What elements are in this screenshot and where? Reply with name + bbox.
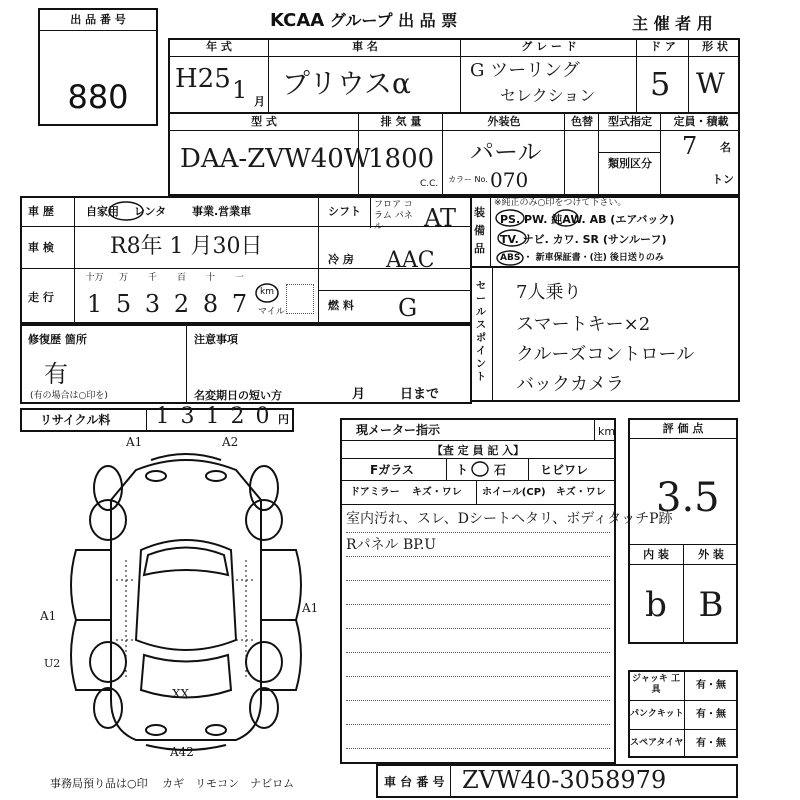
office-note: 事務局預り品は○印 カギ リモコン ナビロム [50, 777, 295, 790]
mileage-unit: 一 [234, 273, 244, 283]
mileage-digit: 5 [115, 290, 132, 318]
fglass-circle-mark [470, 460, 490, 478]
damage-mark: A1 [126, 435, 143, 449]
equipment-label: 装 備 品 [474, 206, 485, 255]
door-label: ド ア [650, 40, 676, 53]
damage-mark: A1 [40, 609, 57, 623]
inspection-label: 車 検 [28, 241, 54, 254]
grade-value-line1: G ツーリング [470, 60, 580, 81]
sales-point: クルーズコントロール [516, 344, 695, 365]
mileage-unit: 十万 [85, 273, 104, 283]
wheel-options: キズ・ワレ [556, 487, 606, 498]
expiry-month-unit: 月 [352, 387, 366, 402]
chassis-number: ZVW40-3058979 [462, 766, 667, 794]
equipment-circle-marks [494, 208, 724, 268]
mirror-label: ドアミラー [350, 487, 400, 498]
expiry-label: 名変期日の短い方 [194, 389, 282, 402]
chassis-label: 車 台 番 号 [384, 775, 445, 789]
tool-value: 有・無 [696, 709, 726, 720]
shift-label: シフト [328, 205, 361, 218]
recycle-unit: 円 [278, 413, 289, 426]
tool-value: 有・無 [696, 680, 726, 691]
fglass-value-2: 石 [494, 463, 507, 477]
equipment-line3: ABS ・ 新車保証書・(注) 後日送りのみ [500, 253, 664, 263]
mileage-digit: 8 [202, 290, 219, 318]
model-label: 型 式 [251, 115, 277, 128]
expiry-day-unit: 日まで [400, 387, 440, 402]
inspector-note: 室内汚れ、スレ、Dシートヘタリ、ボディタッチP跡 [346, 511, 673, 527]
mileage-digit-units [80, 274, 254, 286]
repair-note: (有の場合は○印を) [30, 391, 108, 401]
cc-unit: C.C. [420, 179, 439, 189]
color-value: パール [470, 138, 542, 166]
meter-label: 現メーター指示 [356, 423, 441, 437]
grade-value-line2: セレクション [500, 86, 596, 105]
score-label: 評 価 点 [662, 422, 704, 435]
month-value: 1 [232, 76, 248, 104]
sales-points-label: セールスポイント [476, 281, 486, 383]
mileage-digit: 2 [173, 290, 190, 318]
fglass-value: ト [456, 463, 469, 477]
history-options: 自家用 レンタ 事業.営業車 [86, 205, 252, 218]
wheel-label: ホイール(CP) [482, 487, 546, 498]
damage-mark: A2 [222, 435, 239, 449]
door-color-label: 色替 [571, 115, 593, 128]
recycle-digit: 0 [255, 404, 270, 429]
sales-point: 7人乗り [516, 282, 582, 303]
sales-point: スマートキー×2 [516, 314, 651, 335]
meter-unit: km [598, 425, 616, 438]
damage-mark: A42 [170, 745, 194, 759]
year-value: H25 [175, 64, 231, 94]
type-designation-label: 型式指定 [608, 115, 652, 128]
shift-options: フロア コラム パネル [374, 200, 413, 232]
lot-number-box [38, 8, 158, 126]
mileage-check-box [286, 284, 314, 314]
damage-mark: U2 [44, 657, 61, 670]
tool-label: パンクキット [630, 709, 684, 719]
tool-label: スペアタイヤ [630, 738, 684, 748]
notes-label: 注意事項 [194, 333, 238, 346]
category-label: 類別区分 [608, 157, 652, 170]
mile-label: マイル [258, 307, 285, 317]
mileage-digits [80, 292, 254, 320]
equipment-line1: PS. PW. 純AW. AB (エアバック) [500, 213, 675, 226]
month-unit: 月 [254, 95, 265, 108]
aircon-label: 冷 房 [328, 253, 354, 266]
displacement-label: 排 気 量 [380, 115, 422, 128]
recycle-digit: 2 [230, 404, 245, 429]
interior-grade: b [645, 585, 667, 625]
fuel-value: G [398, 294, 418, 322]
recycle-digit: 3 [180, 404, 195, 429]
fglass-label: Fガラス [370, 463, 414, 477]
mileage-digit: 3 [144, 290, 161, 318]
ton-unit: トン [712, 173, 734, 186]
model-value: DAA-ZVW40W [180, 144, 371, 174]
km-label: km [260, 287, 274, 297]
brand-title [270, 8, 457, 31]
recycle-digits [150, 406, 278, 434]
capacity-label: 定員・積載 [673, 115, 729, 128]
recycle-digit: 1 [205, 404, 220, 429]
tool-value: 有・無 [696, 738, 726, 749]
equipment-note: ※純正のみ○印をつけて下さい。 [494, 198, 627, 208]
brand-name: KCAA [270, 10, 325, 31]
shape-label: 形 状 [702, 40, 728, 53]
capacity-value: 7 [682, 132, 698, 160]
mileage-unit: 百 [176, 273, 186, 283]
recycle-digit: 1 [155, 404, 170, 429]
mileage-unit: 十 [205, 273, 215, 283]
car-damage-diagram [56, 440, 319, 760]
damage-mark: A1 [302, 601, 319, 615]
mileage-unit: 万 [118, 273, 128, 283]
organizer-label: 主 催 者 用 [632, 14, 713, 33]
fuel-label: 燃 料 [328, 299, 354, 312]
doors-value: 5 [650, 65, 671, 103]
repair-label: 修復歴 箇所 [28, 333, 87, 346]
lot-number: 880 [67, 78, 129, 116]
year-label: 年 式 [206, 40, 232, 53]
recycle-label: リサイクル料 [40, 413, 111, 427]
mirror-options: キズ・ワレ [412, 487, 462, 498]
exterior-label: 外 装 [698, 548, 724, 561]
grade-label: グ レ ー ド [521, 40, 577, 53]
mileage-label: 走 行 [28, 291, 54, 304]
mileage-digit: 1 [86, 290, 103, 318]
repair-value: 有 [44, 360, 68, 388]
mileage-digit: 7 [231, 290, 248, 318]
car-name-label: 車 名 [352, 40, 378, 53]
equipment-line2: TV. ナビ. カワ. SR (サンルーフ) [500, 233, 667, 246]
car-name-value: プリウスα [282, 67, 411, 100]
inspection-value: R8年 1 月30日 [110, 234, 263, 259]
color-no-value: 070 [490, 168, 529, 192]
damage-mark: XX [172, 687, 190, 701]
inspector-note: Rパネル BP.U [346, 537, 437, 553]
shift-value: AT [424, 204, 457, 232]
sheet-title: グループ 出 品 票 [329, 11, 458, 30]
interior-label: 内 装 [643, 548, 669, 561]
color-label: 外装色 [487, 115, 521, 128]
inspector-section-label: 【査 定 員 記 入】 [431, 444, 525, 457]
capacity-unit: 名 [720, 141, 731, 154]
sales-point: バックカメラ [516, 374, 624, 395]
lot-number-label: 出 品 番 号 [70, 13, 126, 26]
displacement-value: 1800 [368, 144, 435, 174]
color-no-label: カラー No. [448, 175, 488, 184]
mileage-unit: 千 [147, 273, 157, 283]
history-circle-mark [106, 200, 146, 222]
exterior-grade: B [698, 585, 724, 625]
aircon-value: AAC [386, 248, 435, 273]
score-value: 3.5 [656, 475, 720, 521]
history-label: 車 歴 [28, 205, 54, 218]
crack-label: ヒビワレ [540, 463, 589, 477]
tool-label: ジャッキ 工 具 [632, 674, 680, 695]
shape-value: W [696, 67, 725, 100]
